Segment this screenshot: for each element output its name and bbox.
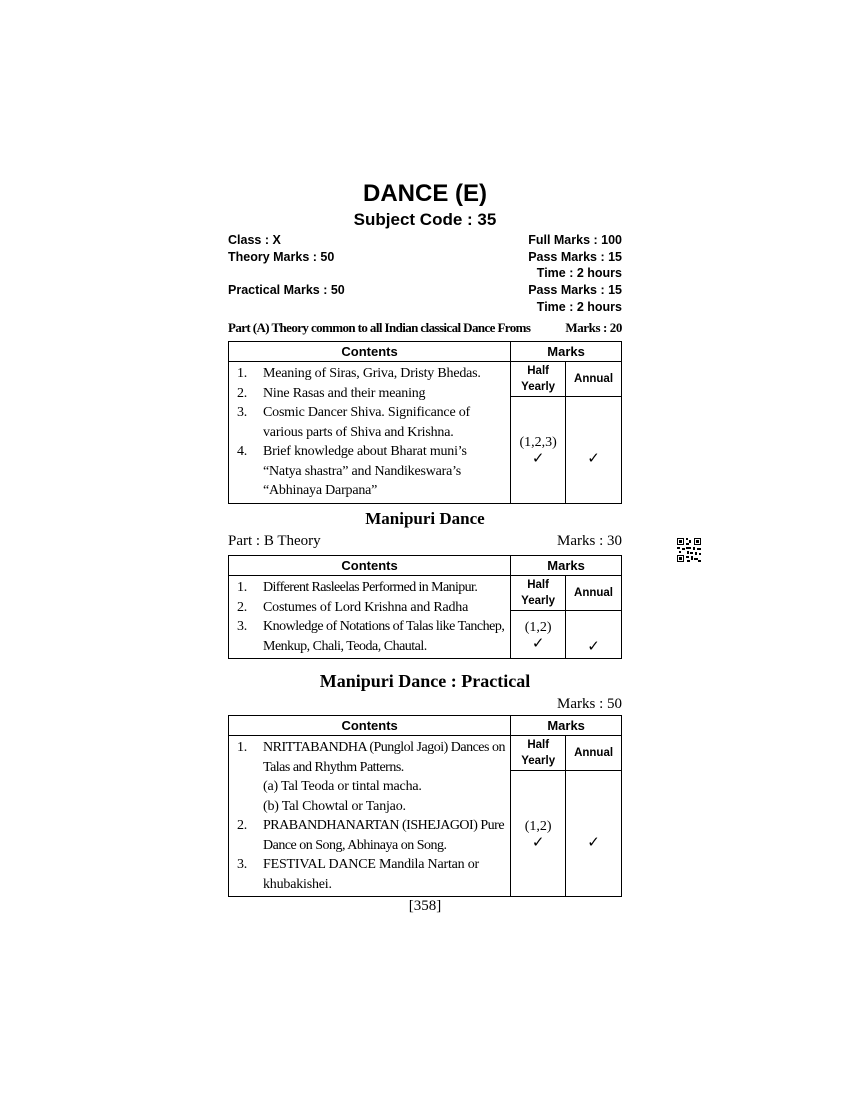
manipuri-heading: Manipuri Dance (365, 509, 485, 528)
contents-list (229, 576, 511, 659)
list-item: 1. NRITTABANDHA (Punglol Jagoi) Dances on Talas and Rhythm Patterns. (237, 740, 505, 775)
list-item: 2. Nine Rasas and their meaning (237, 385, 426, 401)
class-label: Class : X (228, 233, 281, 247)
half-yearly-value (511, 397, 566, 504)
contents-header: Contents (229, 342, 511, 362)
part-b-table (228, 555, 622, 659)
list-item: 3. Knowledge of Notations of Talas like Tanchep, Menkup, Chali, Teoda, Chautal. (237, 619, 505, 654)
check-icon: ✓ (531, 448, 545, 467)
list-item: 3. FESTIVAL DANCE Mandila Nartan or khubakishei. (237, 857, 480, 892)
practical-time: Time : 2 hours (536, 300, 622, 314)
check-icon: ✓ (587, 637, 600, 655)
part-a-title: Part (A) Theory common to all Indian classical Dance Froms (228, 320, 531, 335)
part-b-marks: Marks : 30 (557, 533, 622, 549)
qr-code-icon (676, 537, 702, 563)
half-yearly-units: (1,2) (524, 818, 552, 834)
contents-list (229, 362, 511, 504)
page-number: [358] (408, 898, 442, 914)
half-yearly-units: (1,2,3) (519, 434, 557, 450)
theory-pass-marks: Pass Marks : 15 (528, 250, 622, 264)
half-yearly-value (511, 771, 566, 897)
half-yearly-header: Half Yearly (511, 736, 566, 771)
check-icon: ✓ (531, 832, 545, 851)
practical-table (228, 715, 622, 897)
half-yearly-value (511, 611, 566, 659)
annual-value (566, 771, 622, 897)
practical-pass-marks: Pass Marks : 15 (528, 283, 622, 297)
subject-code: Subject Code : 35 (353, 210, 497, 229)
half-yearly-units: (1,2) (524, 619, 552, 635)
check-icon: ✓ (587, 832, 600, 851)
part-b-title: Part : B Theory (228, 533, 321, 549)
annual-header: Annual (566, 736, 622, 771)
list-item: 1. Meaning of Siras, Griva, Dristy Bhedas. (237, 366, 481, 381)
contents-header: Contents (229, 556, 511, 576)
contents-header: Contents (229, 716, 511, 736)
list-item: 1. Different Rasleelas Performed in Manipur. (237, 580, 478, 595)
part-a-marks: Marks : 20 (565, 320, 622, 335)
practical-heading: Manipuri Dance : Practical (319, 671, 531, 691)
full-marks: Full Marks : 100 (528, 233, 622, 247)
marks-header: Marks (511, 556, 622, 576)
half-yearly-header: Half Yearly (511, 576, 566, 611)
part-a-table (228, 341, 622, 504)
list-item: 2. PRABANDHANARTAN (ISHEJAGOI) Pure Dance on Song, Abhinaya on Song. (237, 818, 505, 853)
annual-header: Annual (566, 362, 622, 397)
list-item: 4. Brief knowledge about Bharat muni’s “Natya shastra” and Nandikeswara’s “Abhinaya Darpana” (237, 444, 467, 498)
contents-list (229, 736, 511, 897)
list-item: 2. Costumes of Lord Krishna and Radha (237, 599, 469, 615)
theory-time: Time : 2 hours (536, 266, 622, 280)
practical-marks-total: Marks : 50 (557, 696, 622, 712)
page-title: DANCE (E) (363, 180, 487, 207)
practical-marks: Practical Marks : 50 (228, 283, 345, 297)
list-item: 3. Cosmic Dancer Shiva. Significance of various parts of Shiva and Krishna. (237, 405, 471, 440)
annual-value (566, 611, 622, 659)
marks-header: Marks (511, 716, 622, 736)
list-item: (a) Tal Teoda or tintal macha. (263, 779, 422, 794)
list-item: (b) Tal Chowtal or Tanjao. (263, 798, 406, 814)
half-yearly-header: Half Yearly (511, 362, 566, 397)
check-icon: ✓ (531, 633, 545, 652)
marks-header: Marks (511, 342, 622, 362)
theory-marks: Theory Marks : 50 (228, 250, 335, 264)
annual-header: Annual (566, 576, 622, 611)
check-icon: ✓ (587, 448, 600, 467)
annual-value (566, 397, 622, 504)
